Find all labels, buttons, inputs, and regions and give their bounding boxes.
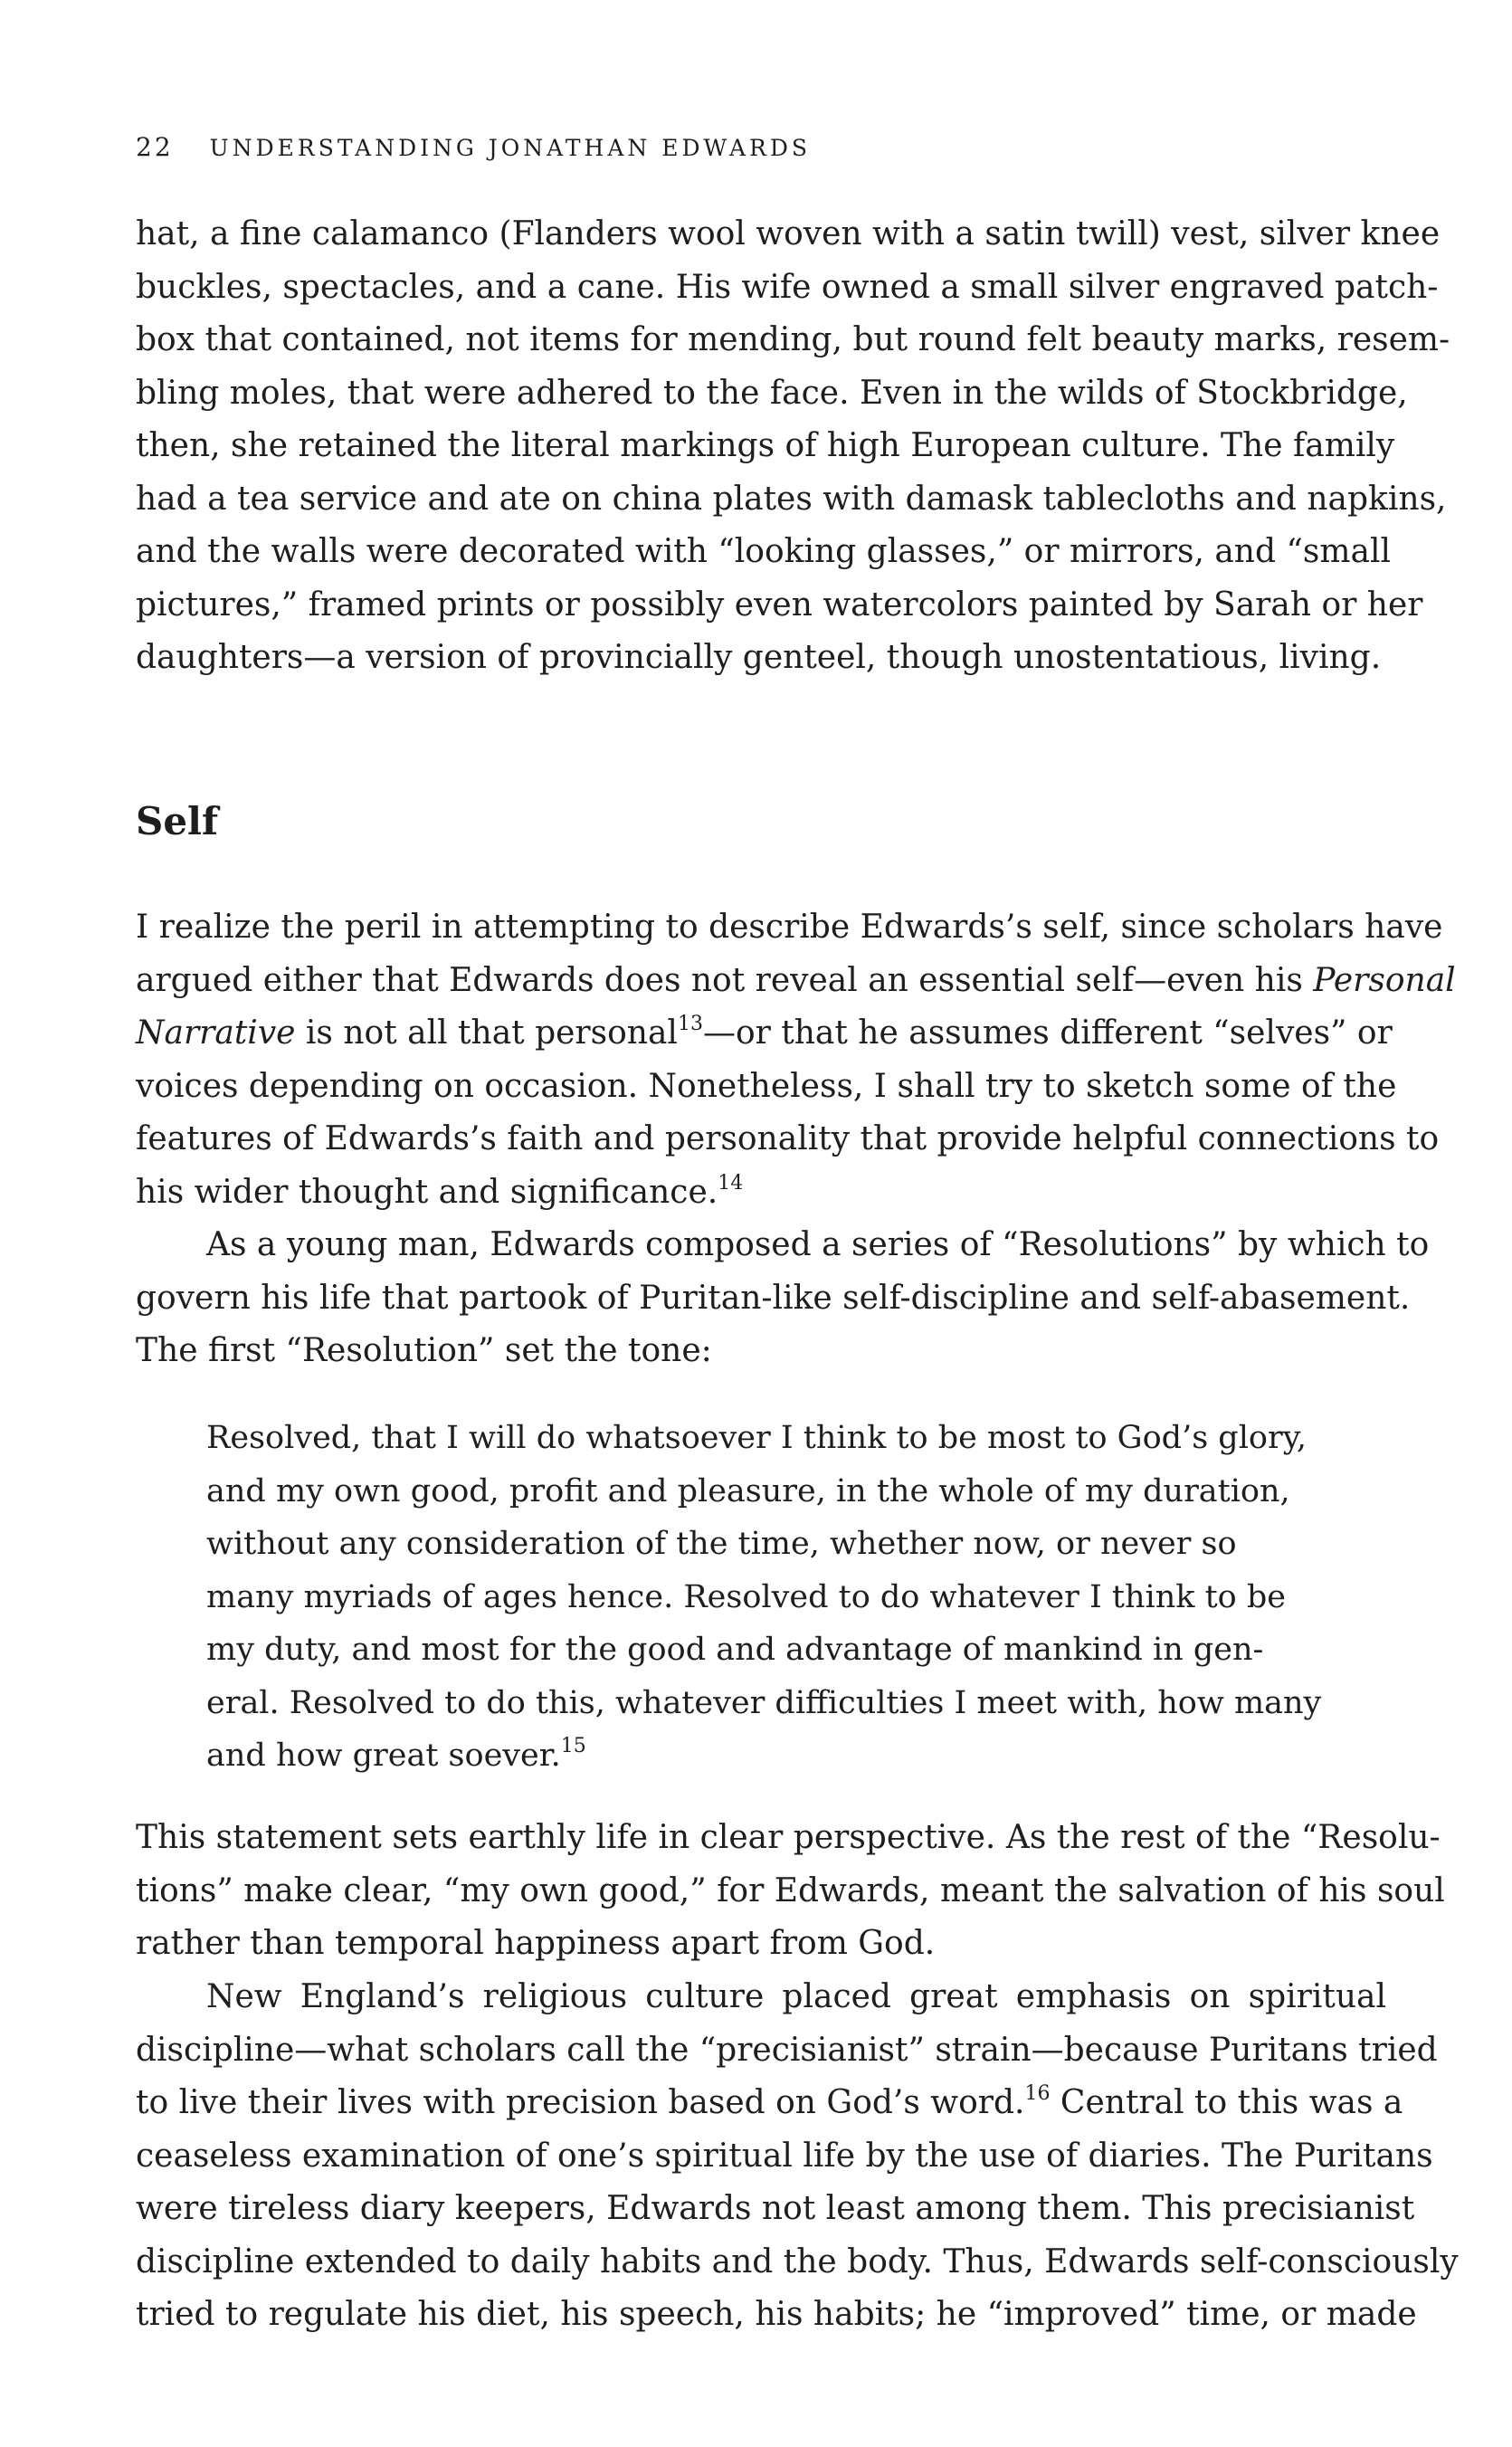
text-line: As a young man, Edwards composed a series of “Resolutions” by which to xyxy=(206,1226,1430,1263)
footnote-marker: 14 xyxy=(718,1171,744,1195)
text-line: voices depending on occasion. Nonetheless, I shall try to sketch some of the xyxy=(136,1067,1397,1105)
text-line: rather than temporal happiness apart from God. xyxy=(136,1925,936,1962)
text-line: New England’s religious culture placed great emphasis on spiritual xyxy=(206,1978,1386,2015)
text-line: and the walls were decorated with “looking glasses,” or mirrors, and “small xyxy=(136,533,1391,570)
text-line: discipline—what scholars call the “precisianist” strain—because Puritans tried xyxy=(136,2031,1438,2069)
quote-line: and my own good, profit and pleasure, in the whole of my duration, xyxy=(206,1472,1290,1509)
text-line: The first “Resolution” set the tone: xyxy=(136,1332,712,1369)
footnote-marker: 16 xyxy=(1024,2082,1051,2105)
paragraph-resolutions xyxy=(136,1219,1430,1378)
text-line xyxy=(136,2077,1403,2130)
text-line: buckles, spectacles, and a cane. His wife owned a small silver engraved patch- xyxy=(136,268,1439,306)
text-line xyxy=(136,1007,1393,1061)
running-head-title: UNDERSTANDING JONATHAN EDWARDS xyxy=(209,135,812,161)
italic-title: Personal xyxy=(1313,961,1456,999)
text-run: and how great soever. xyxy=(206,1738,561,1774)
paragraph-self-intro xyxy=(136,901,1456,1219)
text-line: bling moles, that were adhered to the face. Even in the wilds of Stockbridge, xyxy=(136,374,1408,412)
text-run: his wider thought and significance. xyxy=(136,1173,718,1211)
quote-line: eral. Resolved to do this, whatever difficulties I meet with, how many xyxy=(206,1684,1322,1721)
text-line: daughters—a version of provincially genteel, though unostentatious, living. xyxy=(136,639,1382,676)
text-run: Central to this was a xyxy=(1050,2084,1403,2121)
text-run: —or that he assumes different “selves” or xyxy=(702,1014,1393,1052)
text-line: then, she retained the literal markings of high European culture. The family xyxy=(136,427,1395,464)
text-line: features of Edwards’s faith and personality that provide helpful connections to xyxy=(136,1120,1440,1157)
quote-line xyxy=(206,1729,1319,1783)
page-number: 22 xyxy=(136,132,174,162)
text-run: is not all that personal xyxy=(295,1014,678,1052)
text-line: had a tea service and ate on china plates with damask tablecloths and napkins, xyxy=(136,480,1447,518)
quote-line: many myriads of ages hence. Resolved to do whatever I think to be xyxy=(206,1578,1286,1615)
quote-line: Resolved, that I will do whatsoever I think to be most to God’s glory, xyxy=(206,1420,1307,1456)
text-line: discipline extended to daily habits and the body. Thus, Edwards self-consciously xyxy=(136,2242,1459,2280)
footnote-marker: 15 xyxy=(560,1735,586,1758)
block-quote xyxy=(206,1412,1322,1783)
text-line: ceaseless examination of one’s spiritual life by the use of diaries. The Puritans xyxy=(136,2137,1433,2175)
text-line xyxy=(136,1166,1386,1220)
text-line: box that contained, not items for mending, but round felt beauty marks, resem- xyxy=(136,321,1450,358)
italic-title: Narrative xyxy=(136,1014,296,1052)
quote-line: my duty, and most for the good and advantage of mankind in gen- xyxy=(206,1632,1264,1668)
text-line xyxy=(136,955,1456,1008)
text-line: govern his life that partook of Puritan-like self-discipline and self-abasement. xyxy=(136,1279,1411,1317)
running-head xyxy=(136,132,811,162)
section-heading: Self xyxy=(136,799,219,843)
text-line: tions” make clear, “my own good,” for Edwards, meant the salvation of his soul xyxy=(136,1871,1445,1909)
footnote-marker: 13 xyxy=(677,1013,703,1035)
text-line: hat, a fine calamanco (Flanders wool woven with a satin twill) vest, silver knee xyxy=(136,215,1441,252)
paragraph-perspective xyxy=(136,1812,1445,1971)
text-line: I realize the peril in attempting to describe Edwards’s self, since scholars have xyxy=(136,909,1443,946)
paragraph-discipline xyxy=(136,1971,1459,2342)
text-run: argued either that Edwards does not reveal an essential self—even his xyxy=(136,961,1314,999)
paragraph-continued xyxy=(136,208,1450,685)
text-line: This statement sets earthly life in clear perspective. As the rest of the “Resolu- xyxy=(136,1819,1441,1856)
text-line: pictures,” framed prints or possibly even watercolors painted by Sarah or her xyxy=(136,586,1423,624)
text-line: were tireless diary keepers, Edwards not least among them. This precisianist xyxy=(136,2190,1415,2227)
text-run: to live their lives with precision based on God’s word. xyxy=(136,2084,1025,2121)
quote-line: without any consideration of the time, whether now, or never so xyxy=(206,1526,1237,1562)
text-line: tried to regulate his diet, his speech, his habits; he “improved” time, or made xyxy=(136,2296,1417,2333)
